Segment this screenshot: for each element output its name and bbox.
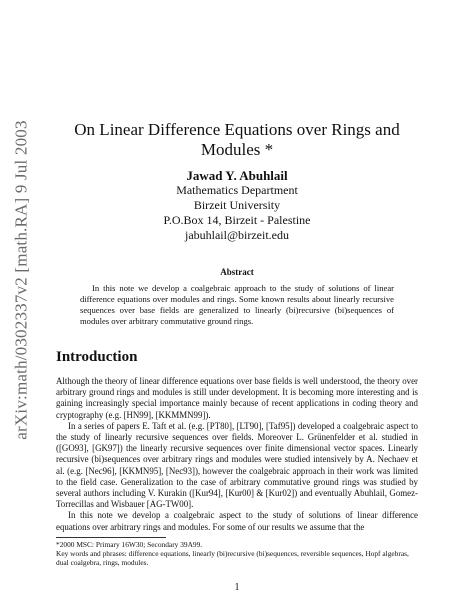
paper-title <box>56 120 418 160</box>
abstract-text: In this note we develop a coalgebraic approach to the study of solutions of linear difference equations over modules and rings. Some known results about linearly recursive sequences over base fields are generalized to linearly (bi)recursive (bi)sequences of modules over arbitrary commutative ground rings. <box>80 283 394 326</box>
arxiv-identifier: arXiv:math/0302337v2 [math.RA] 9 Jul 2003 <box>12 120 31 440</box>
paragraph-2: In a series of papers E. Taft et al. (e.g. [PT80], [LT90], [Taf95]) developed a coalgebraic aspect to the study of linearly recursive sequences over fields. Moreover L. Grünenfelder et al. studied in ([GO93], [GK97]) the linearly recursive sequences over finite dimensional vector spaces. Linearly recursive (bi)sequences over arbitrary rings and modules were studied intensively by A. Nechaev et al. (e.g. [Nec96], [KKMN95], [Nec93]), however the coalgebraic approach in their work was limited to the field case. Generalization to the case of arbitrary commutative ground rings was studied by several authors including V. Kurakin ([Kur94], [Kur00] & [Kur02]) and eventually Abuhlail, Gomez-Torrecillas and Wisbauer [AG-TW00]. <box>56 420 418 510</box>
arxiv-side-stamp <box>4 120 40 440</box>
footnote-divider <box>56 537 166 538</box>
section-title-introduction: Introduction <box>56 349 138 365</box>
footnotes <box>56 540 418 567</box>
introduction-body <box>56 376 418 533</box>
abstract-heading: Abstract <box>220 267 254 277</box>
author-email: jabuhlail@birzeit.edu <box>184 228 289 242</box>
affiliation-address: P.O.Box 14, Birzeit - Palestine <box>163 213 311 227</box>
footnote-keywords: Key words and phrases: difference equations, linearly (bi)recursive (bi)sequences, reversible sequences, Hopf algebras, dual coalgebra, rings, modules. <box>56 548 409 567</box>
page-number: 1 <box>234 582 240 593</box>
paragraph-1: Although the theory of linear difference equations over base fields is well understood, the theory over arbitrary ground rings and modules is still under development. It is becoming more interesting and is gaining increasingly special importance mainly because of recent applications in coding theory and cryptography (e.g. [HN99], [KKMMN99]). <box>56 376 418 420</box>
title-line-1: On Linear Difference Equations over Rings and <box>74 120 400 139</box>
affiliation-university: Birzeit University <box>193 198 281 212</box>
title-line-2: Modules * <box>200 140 274 159</box>
footnote-msc: *2000 MSC: Primary 16W30; Secondary 39A99. <box>56 539 203 549</box>
author-block <box>56 168 418 243</box>
paragraph-3: In this note we develop a coalgebraic aspect to the study of solutions of linear difference equations over arbitrary rings and modules. For some of our results we assume that the <box>56 510 418 532</box>
affiliation-department: Mathematics Department <box>176 183 298 197</box>
paper-page <box>56 0 418 567</box>
author-name: Jawad Y. Abuhlail <box>186 168 288 183</box>
